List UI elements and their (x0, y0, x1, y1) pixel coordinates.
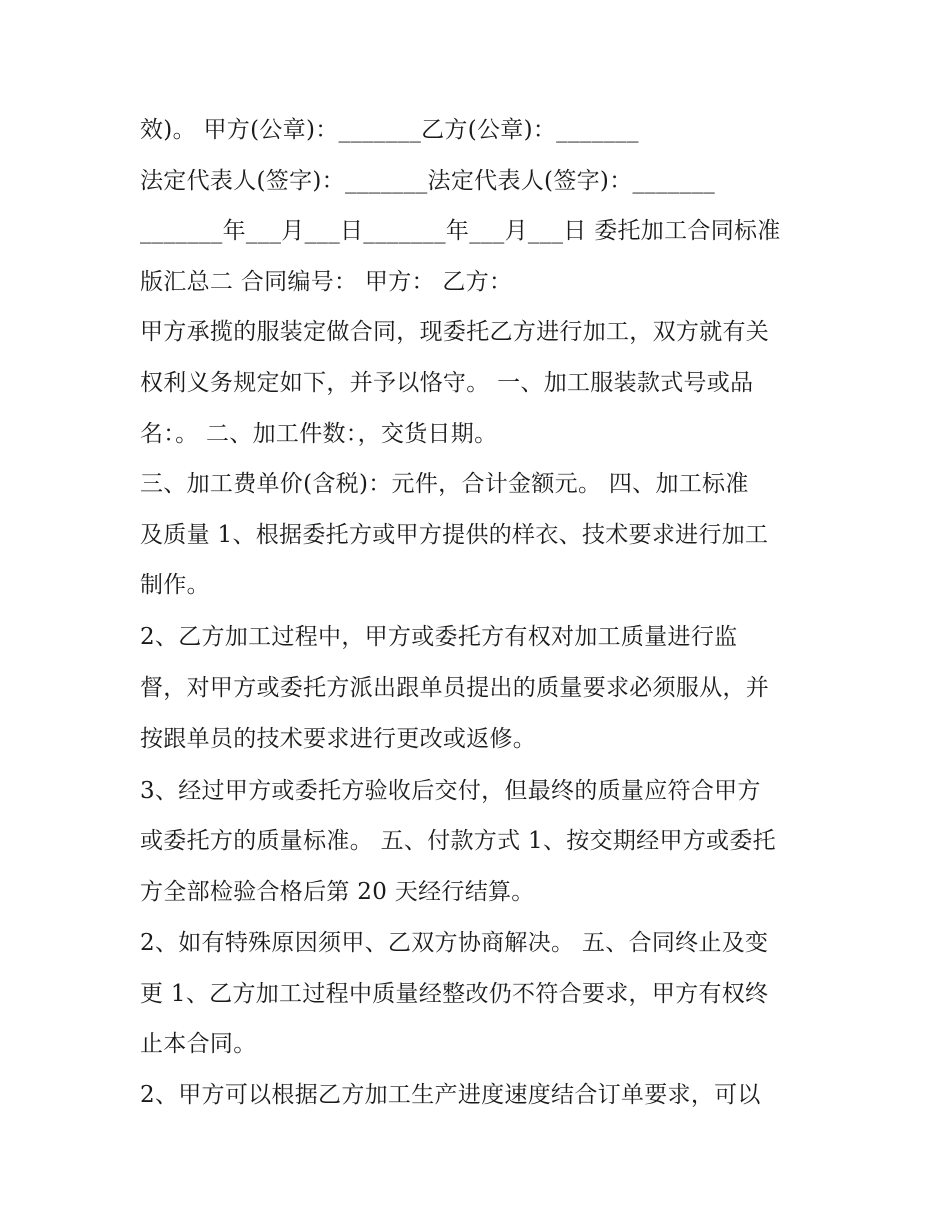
text-line: 或委托方的质量标准。 五、付款方式 1、按交期经甲方或委托 (140, 828, 776, 854)
text-line: 3、经过甲方或委托方验收后交付，但最终的质量应符合甲方 (140, 778, 761, 804)
text-line: 止本合同。 (140, 1031, 257, 1057)
text-line: 方全部检验合格后第 20 天经行结算。 (140, 879, 535, 905)
text-line: 名：。 二、加工件数：，交货日期。 (140, 421, 498, 447)
text-line: 2、甲方可以根据乙方加工生产进度速度结合订单要求，可以 (140, 1082, 761, 1108)
text-line: 权利义务规定如下，并予以恪守。 一、加工服装款式号或品 (140, 370, 754, 396)
text-line: 版汇总二 合同编号： 甲方： 乙方： (140, 269, 513, 295)
text-line: 更 1、乙方加工过程中质量经整改仍不符合要求，甲方有权终 (140, 981, 769, 1007)
text-line: 按跟单员的技术要求进行更改或返修。 (140, 726, 537, 752)
text-line: 制作。 (140, 572, 210, 598)
text-line: 三、加工费单价(含税)：元件，合计金额元。 四、加工标准 (140, 471, 749, 497)
text-line: _______年___月___日_______年___月___日 委托加工合同标准 (140, 218, 781, 244)
text-line: 2、如有特殊原因须甲、乙双方协商解决。 五、合同终止及变 (140, 930, 769, 956)
text-line: 效)。 甲方(公章)：_______乙方(公章)：_______ (140, 117, 639, 143)
text-line: 及质量 1、根据委托方或甲方提供的样衣、技术要求进行加工 (140, 522, 769, 548)
text-line: 督，对甲方或委托方派出跟单员提出的质量要求必须服从，并 (140, 675, 770, 701)
text-line: 法定代表人(签字)：_______法定代表人(签字)：_______ (140, 168, 716, 194)
text-line: 甲方承揽的服装定做合同，现委托乙方进行加工，双方就有关 (140, 319, 770, 345)
text-line: 2、乙方加工过程中，甲方或委托方有权对加工质量进行监 (140, 624, 738, 650)
